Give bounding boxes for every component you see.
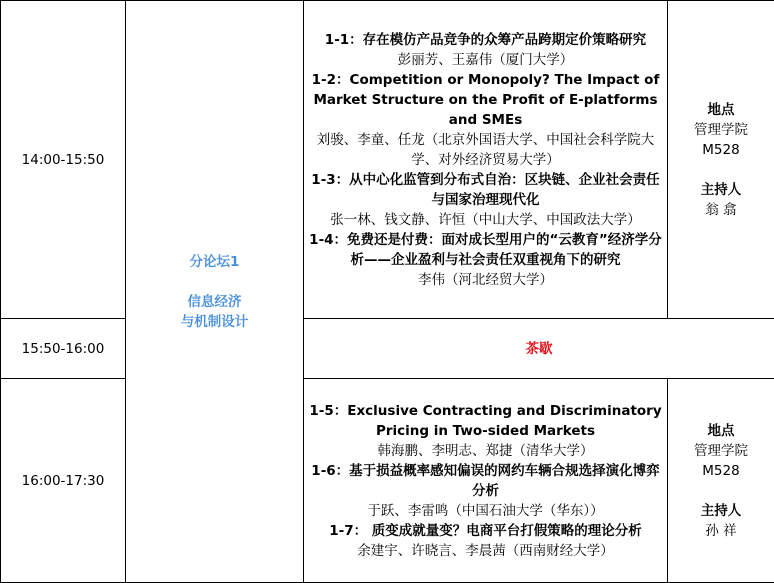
host-label: 主持人 (668, 180, 774, 200)
location-line1: 管理学院 (668, 441, 774, 461)
schedule-row (1, 1, 774, 319)
paper-title: 1-4：免费还是付费：面对成长型用户的“云教育”经济学分析——企业盈利与社会责任双重视角下的研究 (308, 230, 663, 270)
tea-break-label: 茶歇 (304, 319, 774, 379)
venue-cell (668, 1, 774, 319)
time-cell: 15:50-16:00 (1, 319, 126, 379)
venue-cell (668, 379, 774, 583)
location-label: 地点 (668, 421, 774, 441)
paper-authors: 于跃、李雷鸣（中国石油大学（华东）） (308, 501, 663, 521)
papers-cell (304, 1, 668, 319)
paper-authors: 张一林、钱文静、许恒（中山大学、中国政法大学） (308, 210, 663, 230)
schedule-row (1, 379, 774, 583)
paper-authors: 刘骏、李童、任龙（北京外国语大学、中国社会科学院大学、对外经济贸易大学） (308, 130, 663, 170)
forum-cell (126, 1, 304, 583)
paper-title: 1-1：存在模仿产品竞争的众筹产品跨期定价策略研究 (308, 30, 663, 50)
paper-title: 1-7： 质变成就量变？电商平台打假策略的理论分析 (308, 521, 663, 541)
paper-title: 1-5：Exclusive Contracting and Discriminatory Pricing in Two-sided Markets (308, 401, 663, 441)
host-name: 孙 祥 (668, 521, 774, 541)
paper-title: 1-3：从中心化监管到分布式自治：区块链、企业社会责任与国家治理现代化 (308, 170, 663, 210)
location-line2: M528 (668, 461, 774, 481)
location-line1: 管理学院 (668, 120, 774, 140)
forum-name: 分论坛1 (126, 252, 303, 272)
paper-authors: 彭丽芳、王嘉伟（厦门大学） (308, 50, 663, 70)
paper-title: 1-2：Competition or Monopoly? The Impact of Market Structure on the Profit of E-platforms and SMEs (308, 70, 663, 130)
host-name: 翁 翕 (668, 200, 774, 220)
paper-authors: 余建宇、许晓言、李晨茜（西南财经大学） (308, 541, 663, 561)
time-cell: 14:00-15:50 (1, 1, 126, 319)
time-cell: 16:00-17:30 (1, 379, 126, 583)
forum-topic-line2: 与机制设计 (126, 312, 303, 332)
host-label: 主持人 (668, 501, 774, 521)
paper-title: 1-6：基于损益概率感知偏误的网约车辆合规选择演化博弈分析 (308, 461, 663, 501)
schedule-row (1, 319, 774, 379)
forum-topic-line1: 信息经济 (126, 292, 303, 312)
paper-authors: 韩海鹏、李明志、郑捷（清华大学） (308, 441, 663, 461)
papers-cell (304, 379, 668, 583)
location-line2: M528 (668, 140, 774, 160)
location-label: 地点 (668, 100, 774, 120)
paper-authors: 李伟（河北经贸大学） (308, 270, 663, 290)
